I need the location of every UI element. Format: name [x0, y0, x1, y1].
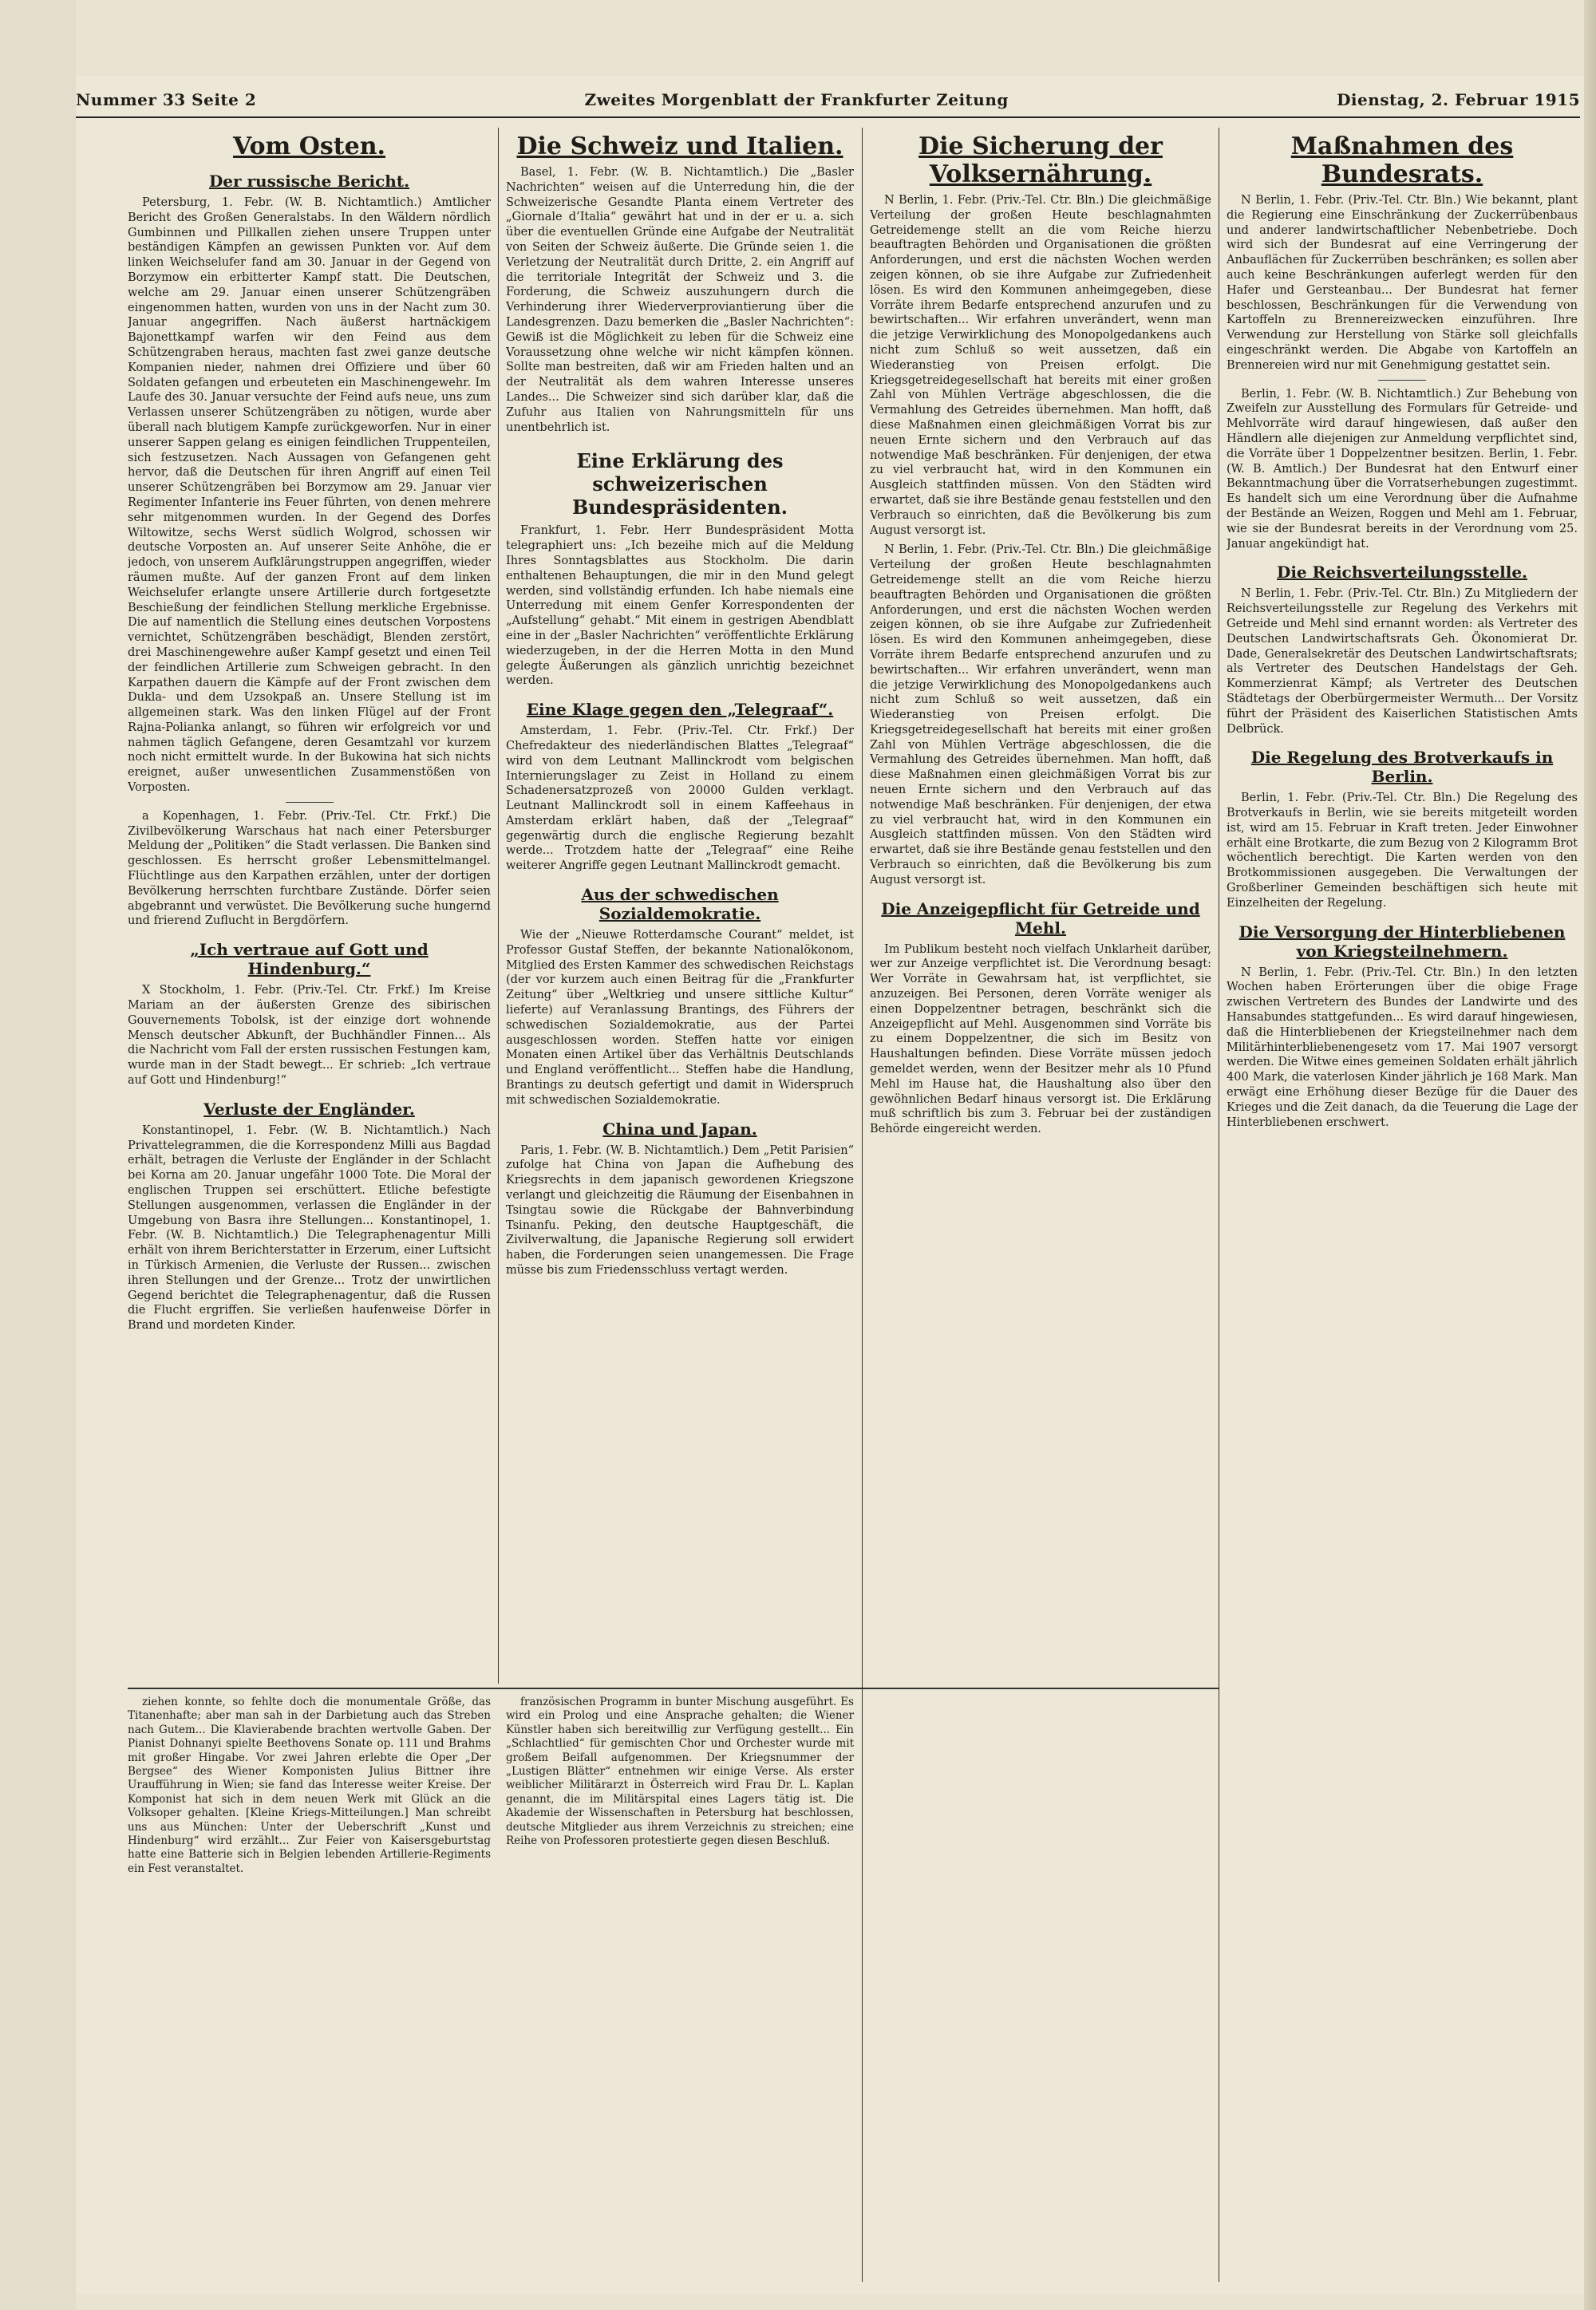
column-3: [870, 128, 1211, 2274]
article-subtitle: Die Regelung des Brotverkaufs in Berlin.: [1250, 748, 1554, 787]
header-right: Dienstag, 2. Februar 1915: [1337, 90, 1580, 109]
feuilleton-column-2: [506, 1696, 854, 2274]
article-body: Amsterdam, 1. Febr. (Priv.-Tel. Ctr. Frkf.) Der Chefredakteur des niederländischen Blattes „Telegraaf“ wird von dem Leutnant Mallinckrodt vom belgischen Internierungslager zu Zeist in Holland zu einem Schadenersatzprozeß von 20000 Gulden verklagt. Leutnant Mallinckrodt soll in einem Kaffeehaus in Amsterdam erklärt haben, daß der „Telegraaf“ gegenwärtig durch die englische Regierung bezahlt werde... Trotzdem hatte der „Telegraaf“ eine Reihe weiterer Angriffe gegen Leutnant Mallinckrodt gemacht.: [506, 725, 854, 873]
article-body: N Berlin, 1. Febr. (Priv.-Tel. Ctr. Bln.) Zu Mitgliedern der Reichsverteilungsstelle zur Regelung des Verkehrs mit Getreide und Mehl sind ernannt worden: als Vertreter des Deutschen Landwirtschaftsrats Geh. Ökonomierat Dr. Dade, Generalsekretär des Deutschen Landwirtschaftsrats; als Vertreter des Deutschen Handelstags der Geh. Kommerzienrat Kämpf; als Vertreter des Deutschen Städtetags der Oberbürgermeister Wermuth... Der Vorsitz führt der Präsident des Kaiserlichen Statistischen Amts Delbrück.: [1227, 587, 1578, 736]
article-body: Paris, 1. Febr. (W. B. Nichtamtlich.) Dem „Petit Parisien“ zufolge hat China von Japan die Aufhebung des Kriegsrechts in dem japanisch gewordenen Kriegszone verlangt und gleichzeitig die Räumung der Eisenbahnen in Tsingtau sowie die Rückgabe der Bahnverbindung Tsinanfu. Peking, den deutsche Hauptgeschäft, die Zivilverwaltung, die Japanische Regierung soll erwidert haben, die Forderungen seien unangemessen. Die Frage müsse bis zum Friedensschluss vertagt werden.: [506, 1143, 854, 1277]
header-left: Nummer 33 Seite 2: [76, 90, 257, 109]
article-body: Berlin, 1. Febr. (Priv.-Tel. Ctr. Bln.) Die Regelung des Brotverkaufs in Berlin, wie sie bereits mitgeteilt worden ist, wird am 15. Februar in Kraft treten. Jeder Einwohner erhält eine Brotkarte, die zum Bezug von 2 Kilogramm Brot wöchentlich berechtigt. Die Karten werden von den Brotkommissionen ausgegeben. Die Verwaltungen der Großberliner Gemeinden beschäftigen sich heute mit Einzelheiten der Regelung.: [1227, 792, 1578, 910]
column-2: [506, 128, 854, 1680]
article-body: Wie der „Nieuwe Rotterdamsche Courant“ meldet, ist Professor Gustaf Steffen, der bekannte Nationalökonom, Mitglied des Ersten Kammer des schwedischen Reichstags (der vor kurzem auch einen Beitrag für die „Frankfurter Zeitung“ über „Weltkrieg und unsere sittliche Kultur“ lieferte) auf Veranlassung Brantings, des Führers der schwedischen Sozialdemokratie, aus der Partei ausgeschlossen worden. Steffen hatte vor einigen Monaten einen Artikel über das Verhältnis Deutschlands und England veröffentlicht... Steffen habe die Handlung, Brantings zu deutsch gefertigt und damit in Widerspruch mit schwedischen Sozialdemokratie.: [506, 929, 854, 1107]
article-subtitle: Verluste der Engländer.: [203, 1099, 415, 1119]
page-header: [76, 86, 1580, 113]
article-body: Im Publikum besteht noch vielfach Unklarheit darüber, wer zur Anzeige verpflichtet ist. Die Verordnung besagt: Wer Vorräte in Gewahrsam hat, ist verpflichtet, sie anzuzeigen. Bei Personen, deren Vorräte weniger als einen Doppelzentner betragen, beschränkt sich die Anzeigepflicht auf Mehl. Ausgenommen sind Vorräte bis zu einem Doppelzentner, die sich im Besitz von Haushaltungen befinden. Diese Vorräte müssen jedoch gemeldet werden, wenn der Besitzer mehr als 10 Pfund Mehl im Hause hat, die Haushaltung also über den gewöhnlichen Bedarf hinaus versorgt ist. Die Erklärung muß schriftlich bis zum 3. Februar bei der zuständigen Behörde eingereicht werden.: [870, 942, 1211, 1136]
article-separator: [1378, 380, 1426, 381]
article-separator: [286, 802, 334, 803]
feuilleton-text: französischen Programm in bunter Mischung ausgeführt. Es wird ein Prolog und eine Ansprache gehalten; die Wiener Künstler haben sich bereitwillig zur Verfügung gestellt... Ein „Schlachtlied“ für gemischten Chor und Orchester wurde mit großem Beifall aufgenommen. Der Kriegsnummer der „Lustigen Blätter“ entnehmen wir einige Verse. Als erster weiblicher Militärarzt in Österreich wird Frau Dr. L. Kaplan genannt, die im Militärspital eines Lagers tätig ist. Die Akademie der Wissenschaften in Petersburg hat beschlossen, deutsche Mitglieder aus ihrem Verzeichnis zu streichen; eine Reihe von Professoren protestierte gegen diesen Beschluß.: [506, 1696, 854, 1848]
article-body: N Berlin, 1. Febr. (Priv.-Tel. Ctr. Bln.) Wie bekannt, plant die Regierung eine Einschränkung der Zuckerrübenbaus und anderer landwirtschaftlicher Nebenbetriebe. Doch wird sich der Bundesrat auf eine Verringerung der Anbauflächen für Zuckerrüben beschränken; es sollen aber auch keine Beschränkungen auferlegt werden für den Hafer und Gersteanbau... Der Bundesrat hat ferner beschlossen, Beschränkungen für die Verwendung von Kartoffeln zu Brennereizwecken einzuführen. Ihre Verwendung zur Herstellung von Stärke soll gleichfalls eingeschränkt werden. Die Abgabe von Kartoffeln an Brennereien wird nur mit Genehmigung gestattet sein.: [1227, 194, 1578, 372]
feuilleton-text: ziehen konnte, so fehlte doch die monumentale Größe, das Titanenhafte; aber man sah in der Darbietung auch das Streben nach Gutem... Die Klavierabende brachten wertvolle Gaben. Der Pianist Dohnanyi spielte Beethovens Sonate op. 111 und Brahms mit großer Hingabe. Vor zwei Jahren erlebte die Oper „Der Bergsee“ des Wiener Komponisten Julius Bittner ihre Uraufführung in Wien; sie fand das Interesse weiter Kreise. Der Komponist hat sich in dem neuen Werk mit Glück an die Volksoper gehalten. [Kleine Kriegs-Mitteilungen.] Man schreibt uns aus München: Unter der Ueberschrift „Kunst und Hindenburg“ wird erzählt... Zur Feier von Kaisersgeburtstag hatte eine Batterie sich in Belgien lebenden Artillerie-Regiments ein Fest veranstaltet.: [128, 1696, 491, 1875]
column-1: [128, 128, 491, 1680]
article-body: a Kopenhagen, 1. Febr. (Priv.-Tel. Ctr. Frkf.) Die Zivilbevölkerung Warschaus hat nach einer Petersburger Meldung der „Politiken“ die Stadt verlassen. Die Banken sind geschlossen. Es herrscht großer Lebensmittelmangel. Flüchtlinge aus den Karpathen erzählen, unter der dortigen Bevölkerung herrschten furchtbare Zustände. Dörfer seien abgebrannt und verwüstet. Die Bevölkerung suche hungernd und frierend Zuflucht in Bergdörfern.: [128, 809, 491, 928]
article-body: Berlin, 1. Febr. (W. B. Nichtamtlich.) Zur Behebung von Zweifeln zur Ausstellung des Formulars für Getreide- und Mehlvorräte wird darauf hingewiesen, daß außer den Händlern alle diejenigen zur Anmeldung verpflichtet sind, die Vorräte über 1 Doppelzentner besitzen. Berlin, 1. Febr. (W. B. Amtlich.) Der Bundesrat hat den Entwurf einer Bekanntmachung über die Vorratserhebungen zugestimmt. Es handelt sich um eine Verordnung über die Aufnahme der Bestände an Weizen, Roggen und Mehl am 1. Februar, wie sie der Bundesrat bereits in der Verordnung vom 25. Januar angekündigt hat.: [1227, 387, 1578, 551]
column-divider: [862, 128, 863, 2282]
article-body: Frankfurt, 1. Febr. Herr Bundespräsident Motta telegraphiert uns: „Ich bezeihe mich auf die Meldung Ihres Sonntagsblattes aus Stockholm. Die darin enthaltenen Behauptungen, die mir in den Mund gelegt werden, sind vollständig erfunden. Ich habe niemals eine Unterredung mit einem Genfer Korrespondenten der „Aufstellung“ gehabt.“ Mit einem in gestrigen Abendblatt eine in der „Basler Nachrichten“ veröffentlichte Erklärung wiederzugeben, in der die Herren Motta in den Mund gelegte Äußerungen als gänzlich unrichtig bezeichnet werden.: [506, 524, 854, 688]
article-subtitle: Eine Klage gegen den „Telegraaf“.: [526, 700, 834, 720]
article-title: Maßnahmen des Bundesrats.: [1290, 132, 1514, 188]
article-body: X Stockholm, 1. Febr. (Priv.-Tel. Ctr. Frkf.) Im Kreise Mariam an der äußersten Grenze des sibirischen Gouvernements Tobolsk, ist der einzige dort wohnende Mensch deutscher Abkunft, der Buchhändler Finnen... Als die Nachricht vom Fall der ersten russischen Festungen kam, wurde man in der Stadt bewegt... Er schrieb: „Ich vertraue auf Gott und Hindenburg!“: [128, 984, 491, 1088]
header-rule: [76, 116, 1580, 118]
feuilleton-column-1: [128, 1696, 491, 2274]
article-subtitle: Aus der schwedischen Sozialdemokratie.: [581, 885, 779, 924]
article-subtitle: Die Versorgung der Hinterbliebenen von Kriegsteilnehmern.: [1238, 922, 1566, 961]
article-subtitle: China und Japan.: [602, 1119, 757, 1139]
article-subtitle: Die Anzeigepflicht für Getreide und Mehl.: [881, 898, 1200, 938]
article-body: Konstantinopel, 1. Febr. (W. B. Nichtamtlich.) Nach Privattelegrammen, die die Korrespondenz Milli aus Bagdad erhält, betragen die Verluste der Engländer in der Schlacht bei Korna am 20. Januar ungefähr 1000 Tote. Die Moral der englischen Truppen sei erschüttert. Etliche befestigte Stellungen ausgenommen, verlassen die Engländer in der Umgebung von Basra ihre Stellungen... Konstantinopel, 1. Febr. (W. B. Nichtamtlich.) Die Telegraphenagentur Milli erhält von ihrem Berichterstatter in Erzerum, einer Luftsicht in Türkisch Armenien, die Verluste der Russen... zwischen ihren Stellungen und der Grenze... Trotz der unwirtlichen Gegend berichtet die Telegraphenagentur, daß die Russen die Flucht ergriffen. Sie verließen haufenweise Dörfer in Brand und mordeten Kinder.: [128, 1123, 491, 1333]
article-subtitle: Der russische Bericht.: [208, 172, 410, 191]
article-title: Die Schweiz und Italien.: [516, 132, 843, 160]
page-edge: [1584, 0, 1596, 2310]
article-body: N Berlin, 1. Febr. (Priv.-Tel. Ctr. Bln.) Die gleichmäßige Verteilung der großen Heute beschlagnahmten Getreidemenge stellt an die vom Reiche hierzu beauftragten Behörden und Organisationen die größten Anforderungen, und erst die nächsten Wochen werden zeigen können, ob sie ihre Aufgabe zur Zufriedenheit lösen. Es wird den Kommunen anheimgegeben, diese Vorräte ihrem Bedarfe entsprechend anzurufen und zu bewirtschaften... Wir erfahren unverändert, wenn man die jetzige Verwirklichung des Monopolgedankens auch nicht zum Schluß so weit aussetzen, daß ein Wiederanstieg von Preisen erfolgt. Die Kriegsgetreidegesellschaft hat bereits mit einer großen Zahl von Mühlen Verträge abgeschlossen, die die Vermahlung des Getreides übernehmen. Man hofft, daß diese Maßnahmen einen gleichmäßigen Vorrat bis zur neuen Ernte sichern und den Verbrauch auf das notwendige Maß beschränken. Für denjenigen, der etwa zu viel verbraucht hat, wird in den Kommunen ein Ausgleich stattfinden müssen. Von den Städten wird erwartet, daß sie ihre Bestände genau feststellen und den Verbrauch so einrichten, daß die Bevölkerung bis zum August versorgt ist.: [870, 194, 1211, 537]
article-body: Petersburg, 1. Febr. (W. B. Nichtamtlich.) Amtlicher Bericht des Großen Generalstabs. In den Wäldern nördlich Gumbinnen und Pillkallen ziehen unsere Truppen unter beständigen Kämpfen an gewissen Punkten vor. Auf dem linken Weichselufer fand am 30. Januar in der Gegend von Borzymow ein erbitterter Kampf statt. Die Deutschen, welche am 29. Januar einen unserer Schützengräben eingenommen hatten, wurden von uns in der Nacht zum 30. Januar angegriffen. Nach äußerst hartnäckigem Bajonettkampf warfen wir den Feind aus dem Schützengraben heraus, machten fast zwei ganze deutsche Kompanien nieder, nahmen drei Offiziere und über 60 Soldaten gefangen und erbeuteten ein Maschinengewehr. Im Laufe des 30. Januar versuchte der Feind aufs neue, uns zum Verlassen unserer Schützengräben zu nötigen, wurde aber überall nach blutigem Kampfe zurückgeworfen. Nur in einer unserer Sappen gelang es einigen feindlichen Truppenteilen, sich festzusetzen. Nach Aussagen von Gefangenen geht hervor, daß die Deutschen für ihren Angriff auf einen Teil unserer Schützengräben bei Borzymow am 29. Januar vier Regimenter Infanterie ins Feuer führten, von denen mehrere sehr mitgenommen wurden. In der Gegend des Dorfes Wiltowitze, sechs Werst südlich Wolgrod, schossen wir deutsche Vorposten an. Auf unserer Seite Anhöhe, die er jedoch, von unserem Aufklärungstruppen angegriffen, wieder räumen mußte. Auf der ganzen Front auf dem linken Weichselufer erlangte unsere Artillerie durch fortgesetzte Beschießung der feindlichen Stellung merkliche Ergebnisse. Die auf namentlich die Stellung eines deutschen Vorpostens vernichtet, Schützengräben beschädigt, Blenden zerstört, drei Maschinengewehre außer Kampf gesetzt und einen Teil der feindlichen Artillerie zum Schweigen gebracht. In den Karpathen dauern die Kämpfe auf der Front zwischen dem Dukla- und dem Uzsokpaß an. Unsere Stellung ist im allgemeinen stark. Was den linken Flügel auf der Front Rajna-Polianka anlangt, so führen wir erfolgreich vor und nahmen täglich Gefangene, deren Gesamtzahl vor kurzem noch nicht ermittelt wurde. In der Bukowina hat sich nichts ereignet, außer unwesentlichen Zusammenstößen von Vorposten.: [128, 196, 491, 795]
article-title: Vom Osten.: [233, 132, 385, 160]
page-margin: [0, 0, 76, 2310]
header-center: Zweites Morgenblatt der Frankfurter Zeitung: [584, 90, 1009, 109]
article-subtitle: „Ich vertraue auf Gott und Hindenburg.“: [190, 940, 429, 979]
column-4: [1227, 128, 1578, 2274]
article-subtitle: Die Reichsverteilungsstelle.: [1276, 563, 1528, 582]
article-title: Eine Erklärung des schweizerischen Bundespräsidenten.: [571, 449, 788, 519]
article-body: Basel, 1. Febr. (W. B. Nichtamtlich.) Die „Basler Nachrichten“ weisen auf die Unterredung hin, die der Schweizerische Gesandte Planta einem Vertreter des „Giornale d’Italia“ gewährt hat und in der er u. a. sich über die eventuellen Gründe eine Aufgabe der Neutralität von Seiten der Schweiz äußerte. Die Gründe seien 1. die Verletzung der Neutralität durch Dritte, 2. ein Angriff auf die territoriale Integrität der Schweiz und 3. die Forderung, die Schweiz auszuhungern durch die Verhinderung ihrer Wiederverproviantierung über die Landesgrenzen. Dazu bemerken die „Basler Nachrichten“: Gewiß ist die Möglichkeit zu leben für die Schweiz eine Voraussetzung ohne welche wir nicht kämpfen können. Sollte man bestreiten, daß wir am Frieden halten und an der Neutralität als dem wahren Interesse unseres Landes... Die Schweizer sind sich darüber klar, daß die Zufuhr aus Italien von Nahrungsmitteln für uns unentbehrlich ist.: [506, 166, 854, 434]
article-body: N Berlin, 1. Febr. (Priv.-Tel. Ctr. Bln.) Die gleichmäßige Verteilung der großen Heute beschlagnahmten Getreidemenge stellt an die vom Reiche hierzu beauftragten Behörden und Organisationen die größten Anforderungen, und erst die nächsten Wochen werden zeigen können, ob sie ihre Aufgabe zur Zufriedenheit lösen. Es wird den Kommunen anheimgegeben, diese Vorräte ihrem Bedarfe entsprechend anzurufen und zu bewirtschaften... Wir erfahren unverändert, wenn man die jetzige Verwirklichung des Monopolgedankens auch nicht zum Schluß so weit aussetzen, daß ein Wiederanstieg von Preisen erfolgt. Die Kriegsgetreidegesellschaft hat bereits mit einer großen Zahl von Mühlen Verträge abgeschlossen, die die Vermahlung des Getreides übernehmen. Man hofft, daß diese Maßnahmen einen gleichmäßigen Vorrat bis zur neuen Ernte sichern und den Verbrauch auf das notwendige Maß beschränken. Für denjenigen, der etwa zu viel verbraucht hat, wird in den Kommunen ein Ausgleich stattfinden müssen. Von den Städten wird erwartet, daß sie ihre Bestände genau feststellen und den Verbrauch so einrichten, daß die Bevölkerung bis zum August versorgt ist.: [870, 543, 1211, 886]
article-body: N Berlin, 1. Febr. (Priv.-Tel. Ctr. Bln.) In den letzten Wochen haben Erörterungen über die obige Frage zwischen Vertretern des Bundes der Landwirte und des Hansabundes stattgefunden... Es wird darauf hingewiesen, daß die Hinterbliebenen der Kriegsteilnehmer nach dem Militärhinterbliebenengesetz vom 17. Mai 1907 versorgt werden. Die Witwe eines gemeinen Soldaten erhält jährlich 400 Mark, die vaterlosen Kinder jährlich je 168 Mark. Man erwägt eine Erhöhung dieser Bezüge für die Dauer des Krieges und die Zeit danach, da die Teuerung die Lage der Hinterbliebenen erschwert.: [1227, 965, 1578, 1129]
column-divider: [498, 128, 499, 1684]
article-title: Die Sicherung der Volksernährung.: [918, 132, 1163, 188]
